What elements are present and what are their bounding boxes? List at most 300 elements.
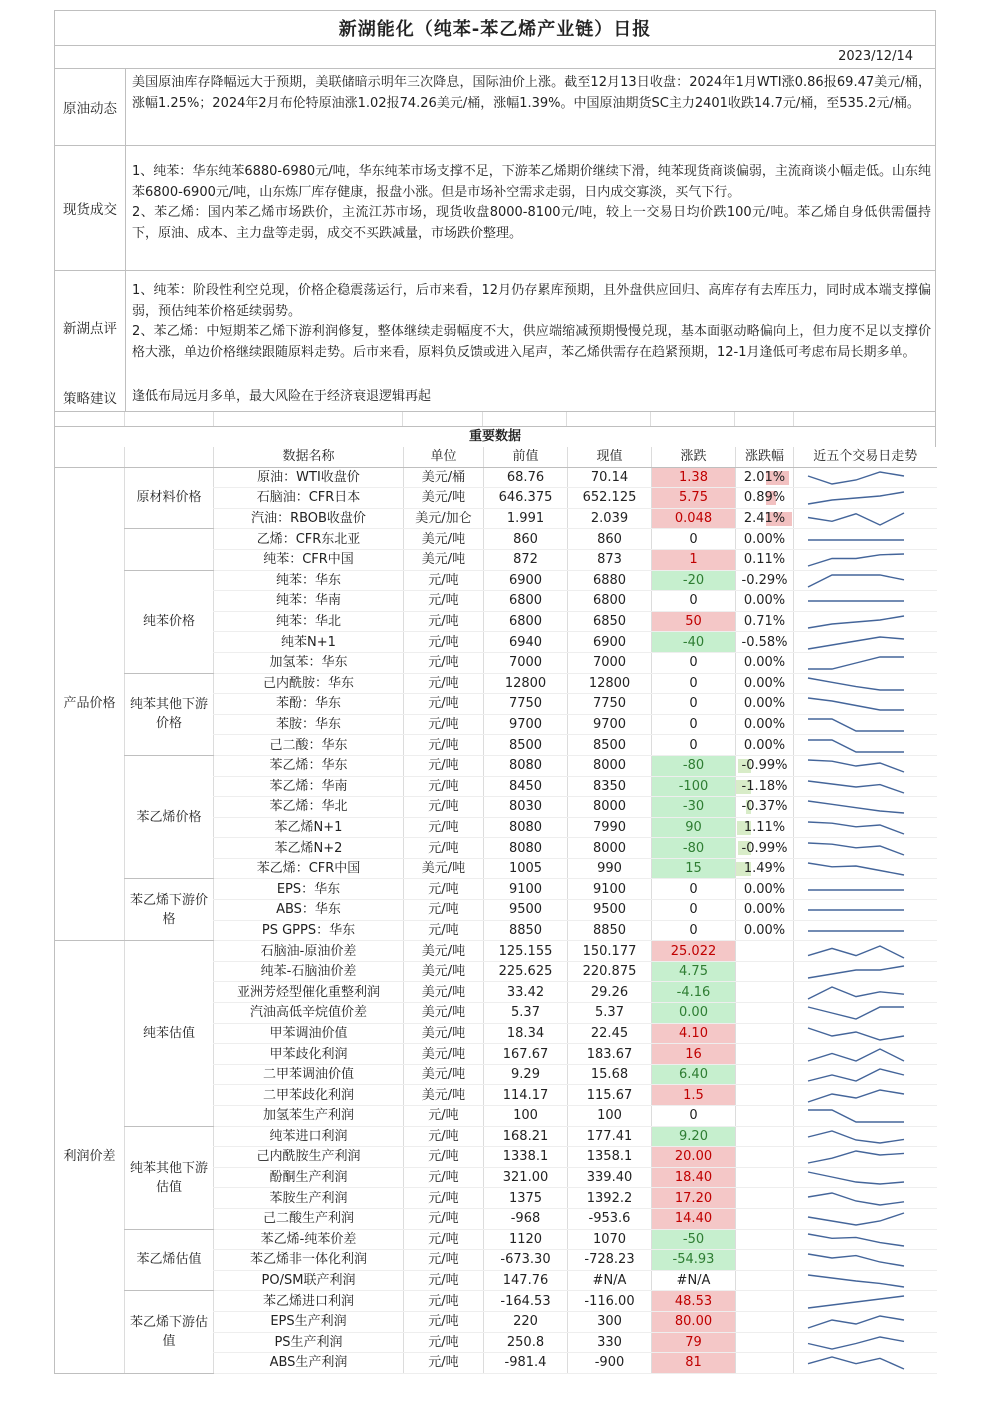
trend-sparkline (794, 1271, 930, 1290)
item-change: -54.93 (652, 1250, 736, 1271)
sparkline-path (808, 863, 904, 875)
item-change-pct (736, 714, 794, 735)
trend-sparkline-cell (794, 1167, 937, 1188)
category-label: 纯苯估值 (125, 941, 214, 1126)
crude-oil-section (54, 68, 936, 145)
item-unit: 美元/吨 (404, 941, 484, 962)
item-prev-value: 9700 (484, 714, 568, 735)
item-change: -80 (652, 838, 736, 859)
item-unit: 元/吨 (404, 652, 484, 673)
item-change-pct (736, 1167, 794, 1188)
item-change: 14.40 (652, 1208, 736, 1229)
trend-sparkline-cell (794, 529, 937, 550)
item-change: -30 (652, 797, 736, 818)
item-curr-value: -116.00 (568, 1291, 652, 1312)
item-curr-value: 29.26 (568, 982, 652, 1003)
item-curr-value: 7990 (568, 817, 652, 838)
trend-sparkline (794, 468, 930, 487)
trend-sparkline (794, 983, 930, 1002)
section-label: 现货成交 (55, 146, 126, 270)
trend-sparkline (794, 1045, 930, 1064)
item-change-pct (736, 817, 794, 838)
sparkline-path (808, 1213, 904, 1225)
item-prev-value: 5.37 (484, 1003, 568, 1024)
item-change-pct (736, 941, 794, 962)
item-change-pct (736, 1147, 794, 1168)
sparkline-path (808, 1069, 904, 1081)
report-date-row (54, 45, 936, 68)
item-change: 15 (652, 858, 736, 879)
sparkline-path (808, 513, 904, 525)
item-name: 苯乙烯N+1 (214, 817, 404, 838)
trend-sparkline (794, 1147, 930, 1166)
section-paragraph: 2、苯乙烯：中短期苯乙烯下游利润修复，整体继续走弱幅度不大，供应端缩减预期慢慢兑现，基本面驱动略偏向上，但力度不足以支撑价格大涨，单边价格继续跟随原料走势。后市来看，原料负反馈或进入尾声，苯乙烯供需存在趋紧预期，12-1月逢低可考虑布局长期多单。 (132, 324, 931, 360)
item-prev-value: 8500 (484, 735, 568, 756)
item-change: 0 (652, 694, 736, 715)
change-pct-text: 0.00% (743, 531, 786, 547)
trend-sparkline-cell (794, 1353, 937, 1374)
item-change-pct (736, 776, 794, 797)
trend-sparkline-cell (794, 755, 937, 776)
item-prev-value: 1338.1 (484, 1147, 568, 1168)
item-unit: 元/吨 (404, 1208, 484, 1229)
change-pct-text: 2.01% (743, 469, 786, 485)
item-name: 石脑油：CFR日本 (214, 488, 404, 509)
item-curr-value: 8000 (568, 797, 652, 818)
item-unit: 元/吨 (404, 611, 484, 632)
item-unit: 元/吨 (404, 1106, 484, 1127)
header-change: 涨跌 (652, 447, 736, 467)
report-date: 2023/12/14 (838, 49, 913, 64)
section-text (126, 383, 935, 411)
item-curr-value: 7750 (568, 694, 652, 715)
table-row (55, 941, 937, 962)
item-name: 己二酸：华东 (214, 735, 404, 756)
section-text (126, 69, 935, 145)
sparkline-path (808, 1007, 904, 1019)
trend-sparkline-cell (794, 1270, 937, 1291)
trend-sparkline-cell (794, 1147, 937, 1168)
sparkline-path (808, 616, 904, 628)
item-change: 0 (652, 900, 736, 921)
item-unit: 元/吨 (404, 1126, 484, 1147)
change-pct-text: 0.00% (743, 922, 786, 938)
item-curr-value: 8500 (568, 735, 652, 756)
item-change-pct (736, 632, 794, 653)
item-curr-value: 8000 (568, 838, 652, 859)
sparkline-path (808, 1131, 904, 1143)
item-unit: 美元/加仑 (404, 508, 484, 529)
category-label: 纯苯价格 (125, 570, 214, 673)
item-prev-value: 250.8 (484, 1332, 568, 1353)
item-change-pct (736, 611, 794, 632)
change-pct-text: -0.99% (741, 840, 788, 856)
change-pct-text: -0.58% (741, 634, 788, 650)
item-prev-value: 9500 (484, 900, 568, 921)
item-unit: 元/吨 (404, 1250, 484, 1271)
item-curr-value: 6880 (568, 570, 652, 591)
item-curr-value: #N/A (568, 1270, 652, 1291)
item-change: 17.20 (652, 1188, 736, 1209)
header-curr: 现值 (568, 447, 652, 467)
table-row (55, 1126, 937, 1147)
item-change-pct (736, 1250, 794, 1271)
item-curr-value: 5.37 (568, 1003, 652, 1024)
item-unit: 元/吨 (404, 632, 484, 653)
item-change-pct (736, 1106, 794, 1127)
item-curr-value: 7000 (568, 652, 652, 673)
item-prev-value: 9100 (484, 879, 568, 900)
item-prev-value: 6940 (484, 632, 568, 653)
sparkline-path (808, 822, 904, 834)
item-name: 汽油：RBOB收盘价 (214, 508, 404, 529)
item-prev-value: 6800 (484, 591, 568, 612)
trend-sparkline-cell (794, 1126, 937, 1147)
item-prev-value: 114.17 (484, 1085, 568, 1106)
item-name: 苯乙烯：华东 (214, 755, 404, 776)
item-change: 1 (652, 549, 736, 570)
item-curr-value: 115.67 (568, 1085, 652, 1106)
item-curr-value: -900 (568, 1353, 652, 1374)
trend-sparkline-cell (794, 879, 937, 900)
item-change-pct (736, 488, 794, 509)
sparkline-path (808, 1028, 904, 1040)
item-curr-value: 220.875 (568, 961, 652, 982)
key-data-body (55, 447, 937, 1373)
item-unit: 元/吨 (404, 1291, 484, 1312)
item-unit: 元/吨 (404, 817, 484, 838)
trend-sparkline-cell (794, 488, 937, 509)
item-change: 81 (652, 1353, 736, 1374)
item-unit: 美元/吨 (404, 1003, 484, 1024)
trend-sparkline-cell (794, 1291, 937, 1312)
item-change: 0.048 (652, 508, 736, 529)
item-change-pct (736, 694, 794, 715)
item-change: -50 (652, 1229, 736, 1250)
item-name: 加氢苯：华东 (214, 652, 404, 673)
item-change: 1.5 (652, 1085, 736, 1106)
item-prev-value: 9.29 (484, 1064, 568, 1085)
key-data-title: 重要数据 (54, 426, 936, 447)
item-change: 0 (652, 920, 736, 941)
item-curr-value: 300 (568, 1311, 652, 1332)
item-change: 0 (652, 735, 736, 756)
item-name: PS生产利润 (214, 1332, 404, 1353)
change-pct-text: 2.41% (743, 511, 786, 527)
item-name: EPS：华东 (214, 879, 404, 900)
section-label: 原油动态 (55, 69, 126, 145)
item-change: 1.38 (652, 467, 736, 488)
trend-sparkline (794, 1168, 930, 1187)
trend-sparkline (794, 653, 930, 672)
item-curr-value: 150.177 (568, 941, 652, 962)
trend-sparkline-cell (794, 1064, 937, 1085)
trend-sparkline (794, 818, 930, 837)
sparkline-path (808, 472, 904, 484)
key-data-table (54, 447, 937, 1374)
item-unit: 元/吨 (404, 776, 484, 797)
trend-sparkline-cell (794, 549, 937, 570)
section-paragraph: 2、苯乙烯：国内苯乙烯市场跌价，主流江苏市场，现货收盘8000-8100元/吨，较上一交易日均价跌100元/吨。苯乙烯自身低供需僵持下，原油、成本、主力盘等走弱，成交不买跌减量，市场跌价整理。 (132, 205, 931, 241)
sparkline-path (808, 637, 904, 649)
item-change: 9.20 (652, 1126, 736, 1147)
trend-sparkline (794, 1189, 930, 1208)
item-prev-value: 168.21 (484, 1126, 568, 1147)
trend-sparkline (794, 1024, 930, 1043)
item-change: 90 (652, 817, 736, 838)
item-change: -4.16 (652, 982, 736, 1003)
trend-sparkline-cell (794, 1023, 937, 1044)
sparkline-path (808, 1275, 904, 1287)
item-curr-value: 183.67 (568, 1044, 652, 1065)
item-change: 4.75 (652, 961, 736, 982)
category-label: 苯乙烯下游价格 (125, 879, 214, 941)
trend-sparkline-cell (794, 1044, 937, 1065)
item-change-pct (736, 961, 794, 982)
strategy-section (54, 383, 936, 411)
trend-sparkline-cell (794, 673, 937, 694)
sparkline-path (808, 760, 904, 772)
item-unit: 美元/吨 (404, 858, 484, 879)
sparkline-path (808, 1296, 904, 1308)
section-paragraph: 1、纯苯：阶段性利空兑现，价格企稳震荡运行，后市来看，12月仍存累库预期，且外盘供应回归、高库存有去库压力，同时成本端支撑偏弱，预估纯苯价格延续弱势。 (132, 283, 931, 319)
item-name: 纯苯：华北 (214, 611, 404, 632)
item-change-pct (736, 549, 794, 570)
item-name: 原油：WTI收盘价 (214, 467, 404, 488)
trend-sparkline-cell (794, 838, 937, 859)
item-prev-value: 860 (484, 529, 568, 550)
trend-sparkline (794, 736, 930, 755)
trend-sparkline-cell (794, 1250, 937, 1271)
item-change: 18.40 (652, 1167, 736, 1188)
header-trend: 近五个交易日走势 (794, 447, 937, 467)
item-name: 亚洲芳烃型催化重整利润 (214, 982, 404, 1003)
item-change: 6.40 (652, 1064, 736, 1085)
change-pct-text: 1.11% (743, 819, 786, 835)
item-curr-value: 15.68 (568, 1064, 652, 1085)
change-pct-text: 0.00% (743, 675, 786, 691)
category-label: 纯苯其他下游估值 (125, 1126, 214, 1229)
item-name: 汽油高低辛烷值价差 (214, 1003, 404, 1024)
sparkline-path (808, 719, 904, 731)
spacer-row (54, 411, 936, 426)
trend-sparkline (794, 1209, 930, 1228)
sparkline-path (808, 966, 904, 978)
item-change: 0 (652, 714, 736, 735)
item-change: -80 (652, 755, 736, 776)
section-paragraph: 美国原油库存降幅远大于预期，美联储暗示明年三次降息，国际油价上涨。截至12月13日收盘：2024年1月WTI涨0.86报69.47美元/桶，涨幅1.25%；2024年2月布伦特原油涨1.02报74.26美元/桶，涨幅1.39%。中国原油期货SC主力2401收跌14.7元/桶，至535.2元/桶。 (132, 75, 931, 111)
trend-sparkline-cell (794, 1311, 937, 1332)
trend-sparkline-cell (794, 1106, 937, 1127)
item-name: PS GPPS：华东 (214, 920, 404, 941)
trend-sparkline-cell (794, 652, 937, 673)
trend-sparkline-cell (794, 961, 937, 982)
item-unit: 元/吨 (404, 920, 484, 941)
item-prev-value: 646.375 (484, 488, 568, 509)
item-curr-value: 1392.2 (568, 1188, 652, 1209)
trend-sparkline (794, 942, 930, 961)
item-prev-value: 7750 (484, 694, 568, 715)
item-prev-value: 8450 (484, 776, 568, 797)
trend-sparkline-cell (794, 1229, 937, 1250)
item-name: 甲苯歧化利润 (214, 1044, 404, 1065)
item-name: 石脑油-原油价差 (214, 941, 404, 962)
item-curr-value: 9100 (568, 879, 652, 900)
trend-sparkline (794, 694, 930, 713)
item-curr-value: 8850 (568, 920, 652, 941)
trend-sparkline (794, 1127, 930, 1146)
item-prev-value: 220 (484, 1311, 568, 1332)
item-change-pct (736, 508, 794, 529)
item-change: 4.10 (652, 1023, 736, 1044)
item-change: 0 (652, 673, 736, 694)
item-name: 苯乙烯：华北 (214, 797, 404, 818)
item-curr-value: 8000 (568, 755, 652, 776)
sparkline-path (808, 1090, 904, 1102)
item-unit: 元/吨 (404, 1229, 484, 1250)
item-prev-value: 6800 (484, 611, 568, 632)
trend-sparkline-cell (794, 1332, 937, 1353)
section-paragraph: 1、纯苯：华东纯苯6880-6980元/吨，华东纯苯市场支撑不足，下游苯乙烯期价继续下滑，纯苯现货商谈偏弱，主流商谈小幅走低。山东纯苯6800-6900元/吨，山东炼厂库存健康，报盘小涨。但是市场补空需求走弱，日内成交寡淡，买气下行。 (132, 164, 931, 200)
item-curr-value: 6800 (568, 591, 652, 612)
item-unit: 元/吨 (404, 673, 484, 694)
item-unit: 美元/吨 (404, 982, 484, 1003)
change-pct-text: -0.37% (741, 799, 788, 815)
trend-sparkline (794, 859, 930, 878)
item-change-pct (736, 652, 794, 673)
trend-sparkline (794, 674, 930, 693)
item-name: 苯乙烯：华南 (214, 776, 404, 797)
sparkline-path (808, 698, 904, 710)
item-prev-value: 8080 (484, 755, 568, 776)
item-change: 0 (652, 529, 736, 550)
sparkline-path (808, 1234, 904, 1246)
item-prev-value: 8850 (484, 920, 568, 941)
item-name: 纯苯N+1 (214, 632, 404, 653)
table-row (55, 467, 937, 488)
item-change: 80.00 (652, 1311, 736, 1332)
item-curr-value: 652.125 (568, 488, 652, 509)
item-name: ABS生产利润 (214, 1353, 404, 1374)
item-change-pct (736, 1044, 794, 1065)
trend-sparkline (794, 612, 930, 631)
item-prev-value: 6900 (484, 570, 568, 591)
item-prev-value: -673.30 (484, 1250, 568, 1271)
item-curr-value: 1358.1 (568, 1147, 652, 1168)
item-curr-value: 339.40 (568, 1167, 652, 1188)
sparkline-path (808, 1254, 904, 1266)
item-curr-value: 1070 (568, 1229, 652, 1250)
item-name: 苯乙烯进口利润 (214, 1291, 404, 1312)
header-name: 数据名称 (214, 447, 404, 467)
item-prev-value: 1005 (484, 858, 568, 879)
table-row (55, 1229, 937, 1250)
trend-sparkline-cell (794, 858, 937, 879)
trend-sparkline (794, 1086, 930, 1105)
item-change-pct (736, 1085, 794, 1106)
sparkline-path (808, 492, 904, 504)
item-curr-value: 990 (568, 858, 652, 879)
item-change: -100 (652, 776, 736, 797)
trend-sparkline-cell (794, 941, 937, 962)
item-prev-value: 7000 (484, 652, 568, 673)
trend-sparkline (794, 1230, 930, 1249)
section-text (126, 271, 935, 383)
sparkline-path (808, 1172, 904, 1184)
item-change-pct (736, 1270, 794, 1291)
trend-sparkline (794, 777, 930, 796)
trend-sparkline-cell (794, 591, 937, 612)
item-curr-value: 6900 (568, 632, 652, 653)
item-name: 苯酚：华东 (214, 694, 404, 715)
trend-sparkline-cell (794, 1208, 937, 1229)
item-prev-value: 125.155 (484, 941, 568, 962)
item-unit: 元/吨 (404, 755, 484, 776)
trend-sparkline-cell (794, 776, 937, 797)
section-label: 策略建议 (55, 383, 126, 411)
header-change-pct: 涨跌幅 (736, 447, 794, 467)
item-change: #N/A (652, 1270, 736, 1291)
item-change-pct (736, 838, 794, 859)
sparkline-path (808, 946, 904, 958)
item-change-pct (736, 982, 794, 1003)
item-prev-value: -164.53 (484, 1291, 568, 1312)
item-curr-value: -953.6 (568, 1208, 652, 1229)
trend-sparkline-cell (794, 611, 937, 632)
item-curr-value: 177.41 (568, 1126, 652, 1147)
trend-sparkline (794, 488, 930, 507)
trend-sparkline (794, 756, 930, 775)
item-name: 甲苯调油价值 (214, 1023, 404, 1044)
item-unit: 美元/吨 (404, 1085, 484, 1106)
item-change-pct (736, 797, 794, 818)
category-label: 原材料价格 (125, 467, 214, 529)
item-name: 苯乙烯非一体化利润 (214, 1250, 404, 1271)
trend-sparkline (794, 550, 930, 569)
change-pct-text: -0.99% (741, 758, 788, 774)
item-name: 己内酰胺：华东 (214, 673, 404, 694)
item-name: ABS：华东 (214, 900, 404, 921)
item-unit: 美元/吨 (404, 961, 484, 982)
change-pct-text: 1.49% (743, 861, 786, 877)
sparkline-path (808, 1049, 904, 1061)
trend-sparkline-cell (794, 920, 937, 941)
item-name: 纯苯进口利润 (214, 1126, 404, 1147)
item-name: 纯苯：华南 (214, 591, 404, 612)
sparkline-path (808, 554, 904, 566)
spot-trade-section (54, 145, 936, 270)
item-prev-value: 1375 (484, 1188, 568, 1209)
item-name: 己二酸生产利润 (214, 1208, 404, 1229)
item-name: 二甲苯调油价值 (214, 1064, 404, 1085)
category-label: 苯乙烯下游估值 (125, 1291, 214, 1373)
item-change-pct (736, 755, 794, 776)
table-row (55, 673, 937, 694)
item-prev-value: 100 (484, 1106, 568, 1127)
trend-sparkline-cell (794, 508, 937, 529)
item-curr-value: 100 (568, 1106, 652, 1127)
change-pct-text: -0.29% (741, 572, 788, 588)
item-unit: 元/吨 (404, 591, 484, 612)
item-name: EPS生产利润 (214, 1311, 404, 1332)
change-pct-text: 0.00% (743, 593, 786, 609)
item-change: 0 (652, 591, 736, 612)
item-unit: 元/吨 (404, 900, 484, 921)
item-unit: 元/吨 (404, 1167, 484, 1188)
item-unit: 美元/吨 (404, 1064, 484, 1085)
item-unit: 元/吨 (404, 714, 484, 735)
table-row (55, 879, 937, 900)
